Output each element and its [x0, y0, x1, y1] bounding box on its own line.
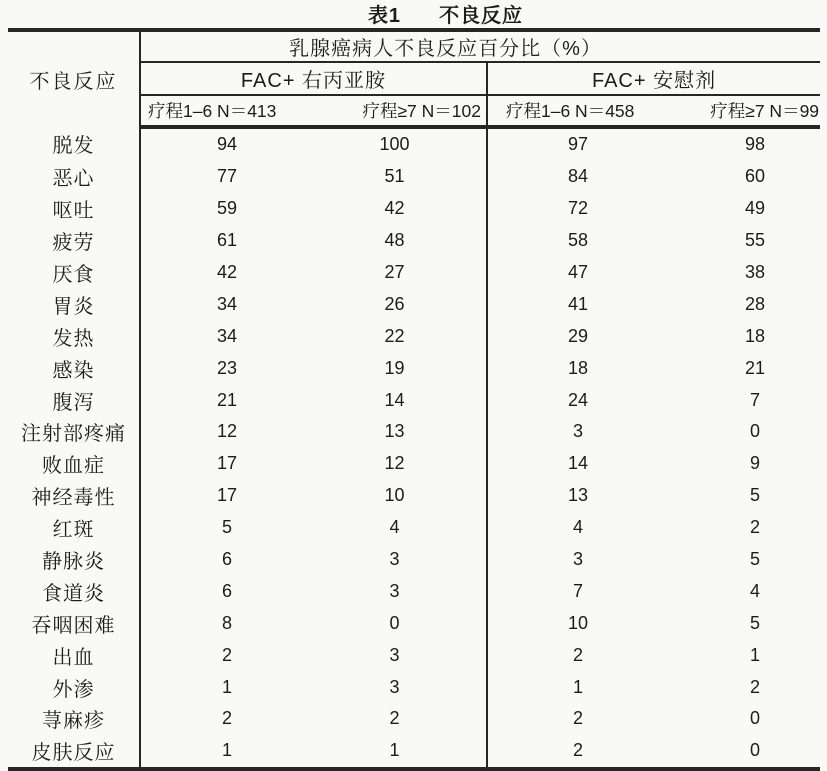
table-title-number: 表1 — [367, 5, 402, 27]
table-row — [8, 193, 820, 225]
cell-value: 2 — [572, 708, 583, 729]
cell-value: 6 — [221, 580, 232, 601]
table-row — [8, 161, 820, 193]
cell-value: 22 — [313, 320, 487, 352]
cell-value: 12 — [313, 448, 487, 480]
cell-value: 77 — [216, 166, 238, 187]
row-label: 疲劳 — [8, 225, 140, 257]
cell-value: 10 — [313, 480, 487, 512]
cell-value: 49 — [745, 198, 766, 219]
cell-value: 1 — [750, 644, 761, 665]
adverse-reactions-table — [8, 28, 820, 771]
cell-value: 2 — [572, 644, 583, 665]
table-row — [8, 225, 820, 257]
row-label: 呕吐 — [8, 193, 140, 225]
column-header-adverse-reaction: 不良反应 — [8, 30, 140, 127]
table-row — [8, 384, 820, 416]
cell-value: 17 — [216, 453, 238, 474]
cell-value: 41 — [567, 293, 589, 314]
cell-value: 0 — [750, 708, 761, 729]
cell-value: 3 — [313, 575, 487, 607]
cell-value: 72 — [567, 198, 589, 219]
cell-value: 2 — [572, 740, 583, 761]
cell-value: 94 — [216, 134, 238, 155]
cell-value: 18 — [745, 325, 766, 346]
table-row — [8, 512, 820, 544]
cell-value: 4 — [750, 580, 761, 601]
cell-value: 42 — [216, 262, 238, 282]
row-label: 静脉炎 — [8, 544, 140, 576]
table-row — [8, 288, 820, 320]
cell-value: 58 — [567, 230, 589, 251]
table-row — [8, 127, 820, 161]
cell-value: 21 — [216, 389, 238, 410]
table-row — [8, 257, 820, 289]
table-header — [8, 30, 820, 127]
row-label: 厌食 — [8, 257, 140, 289]
cell-value: 98 — [745, 134, 766, 155]
cell-value: 21 — [745, 357, 766, 378]
cell-value: 13 — [567, 485, 589, 506]
subheader-courses-ge7-n102: 疗程≥7 N＝102 — [362, 101, 481, 121]
cell-value: 28 — [745, 293, 766, 314]
cell-value: 3 — [313, 544, 487, 576]
row-label: 恶心 — [8, 161, 140, 193]
cell-value: 12 — [216, 421, 238, 442]
row-label: 外渗 — [8, 671, 140, 703]
subheader-group-placebo — [487, 95, 820, 127]
cell-value: 0 — [750, 740, 761, 761]
row-label: 腹泻 — [8, 384, 140, 416]
cell-value: 7 — [750, 389, 761, 410]
cell-value: 4 — [572, 517, 583, 538]
cell-value: 100 — [313, 127, 487, 161]
group-header-fac-placebo: FAC+ 安慰剂 — [487, 62, 820, 95]
cell-value: 26 — [313, 288, 487, 320]
cell-value: 5 — [221, 517, 232, 538]
cell-value: 60 — [745, 166, 766, 187]
row-label: 皮肤反应 — [8, 735, 140, 769]
cell-value: 0 — [313, 607, 487, 639]
group-header-fac-dexrazoxane: FAC+ 右丙亚胺 — [140, 62, 487, 95]
cell-value: 2 — [221, 708, 232, 729]
cell-value: 0 — [750, 421, 761, 442]
cell-value: 34 — [216, 293, 238, 314]
subheader-courses-1-6-n458: 疗程1–6 N＝458 — [506, 101, 635, 121]
cell-value: 27 — [313, 257, 487, 289]
cell-value: 1 — [221, 740, 232, 761]
cell-value: 51 — [313, 161, 487, 193]
table-row — [8, 544, 820, 576]
cell-value: 2 — [221, 644, 232, 665]
table-title — [0, 0, 827, 28]
cell-value: 48 — [313, 225, 487, 257]
cell-value: 5 — [750, 485, 761, 506]
cell-value: 1 — [221, 676, 232, 697]
cell-value: 3 — [313, 639, 487, 671]
row-label: 食道炎 — [8, 575, 140, 607]
column-header-percentage: 乳腺癌病人不良反应百分比（%） — [140, 30, 820, 62]
cell-value: 4 — [313, 512, 487, 544]
cell-value: 29 — [567, 325, 589, 346]
row-label: 吞咽困难 — [8, 607, 140, 639]
cell-value: 1 — [313, 735, 487, 769]
table-row — [8, 480, 820, 512]
cell-value: 2 — [750, 517, 761, 538]
row-label: 胃炎 — [8, 288, 140, 320]
table-row — [8, 735, 820, 769]
table-row — [8, 448, 820, 480]
cell-value: 1 — [572, 676, 583, 697]
cell-value: 5 — [750, 612, 761, 633]
cell-value: 47 — [567, 262, 589, 282]
cell-value: 10 — [567, 612, 589, 633]
cell-value: 7 — [572, 580, 583, 601]
cell-value: 24 — [567, 389, 589, 410]
cell-value: 38 — [745, 262, 766, 282]
table-row — [8, 671, 820, 703]
row-label: 脱发 — [8, 127, 140, 161]
cell-value: 59 — [216, 198, 238, 219]
row-label: 注射部疼痛 — [8, 416, 140, 448]
cell-value: 42 — [313, 193, 487, 225]
row-label: 红斑 — [8, 512, 140, 544]
header-row-span — [8, 30, 820, 62]
table-row — [8, 416, 820, 448]
cell-value: 6 — [221, 549, 232, 570]
cell-value: 19 — [313, 352, 487, 384]
cell-value: 5 — [750, 549, 761, 570]
subheader-courses-ge7-n99: 疗程≥7 N＝99 — [710, 101, 820, 121]
row-label: 荨麻疹 — [8, 703, 140, 735]
row-label: 神经毒性 — [8, 480, 140, 512]
cell-value: 3 — [572, 421, 583, 442]
row-label: 感染 — [8, 352, 140, 384]
table-row — [8, 703, 820, 735]
table-body — [8, 127, 820, 769]
cell-value: 9 — [750, 453, 761, 474]
cell-value: 3 — [313, 671, 487, 703]
row-label: 出血 — [8, 639, 140, 671]
row-label: 败血症 — [8, 448, 140, 480]
cell-value: 8 — [221, 612, 232, 633]
cell-value: 13 — [313, 416, 487, 448]
cell-value: 23 — [216, 357, 238, 378]
table-row — [8, 320, 820, 352]
cell-value: 3 — [572, 549, 583, 570]
cell-value: 14 — [313, 384, 487, 416]
cell-value: 17 — [216, 485, 238, 506]
cell-value: 2 — [750, 676, 761, 697]
table-row — [8, 607, 820, 639]
cell-value: 97 — [567, 134, 589, 155]
cell-value: 84 — [567, 166, 589, 187]
cell-value: 34 — [216, 325, 238, 346]
cell-value: 55 — [745, 230, 766, 251]
subheader-group-dexrazoxane — [140, 95, 487, 127]
cell-value: 14 — [567, 453, 589, 474]
table-title-text: 不良反应 — [439, 5, 524, 27]
row-label: 发热 — [8, 320, 140, 352]
subheader-courses-1-6-n413: 疗程1–6 N＝413 — [148, 101, 277, 121]
table-row — [8, 639, 820, 671]
cell-value: 61 — [216, 230, 238, 251]
cell-value: 18 — [567, 357, 589, 378]
cell-value: 2 — [313, 703, 487, 735]
table-row — [8, 352, 820, 384]
table-row — [8, 575, 820, 607]
